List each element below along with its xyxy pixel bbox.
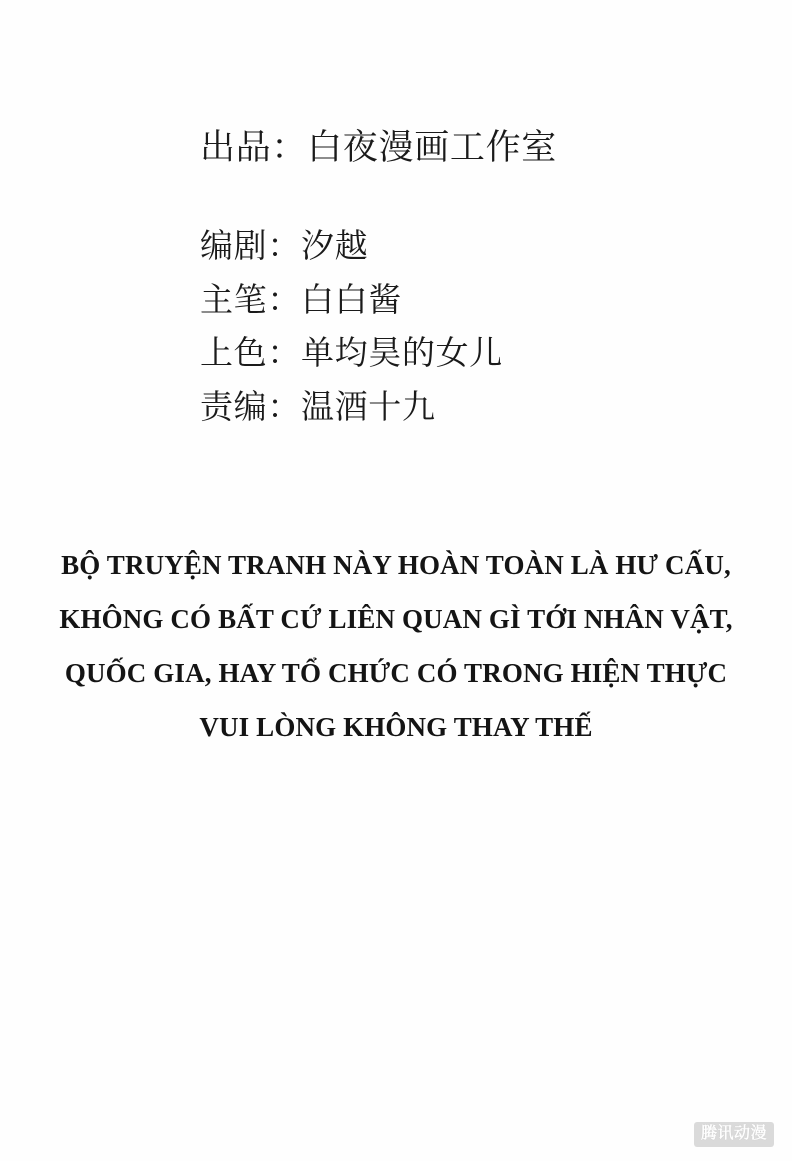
colorist-credit-line: 上色：单均昊的女儿 [200, 333, 503, 373]
writer-credit-line: 编剧：汐越 [200, 226, 369, 266]
disclaimer-line-3: QUỐC GIA, HAY TỔ CHỨC CÓ TRONG HIỆN THỰC [64, 658, 728, 688]
platform-watermark [694, 1122, 774, 1147]
credits-block [200, 128, 720, 433]
studio-credit-line: 出品：白夜漫画工作室 [200, 128, 558, 168]
watermark-label: 腾讯动漫 [700, 1123, 767, 1142]
disclaimer-line-1: BỘ TRUYỆN TRANH NÀY HOÀN TOÀN LÀ HƯ CẤU, [61, 550, 731, 580]
editor-credit-line: 责编：温酒十九 [200, 386, 436, 426]
disclaimer-block [0, 552, 792, 741]
disclaimer-line-4: VUI LÒNG KHÔNG THAY THẾ [199, 712, 593, 742]
lead-artist-credit-line: 主笔：白白酱 [200, 279, 402, 319]
disclaimer-line-2: KHÔNG CÓ BẤT CỨ LIÊN QUAN GÌ TỚI NHÂN VẬT, [59, 604, 733, 634]
